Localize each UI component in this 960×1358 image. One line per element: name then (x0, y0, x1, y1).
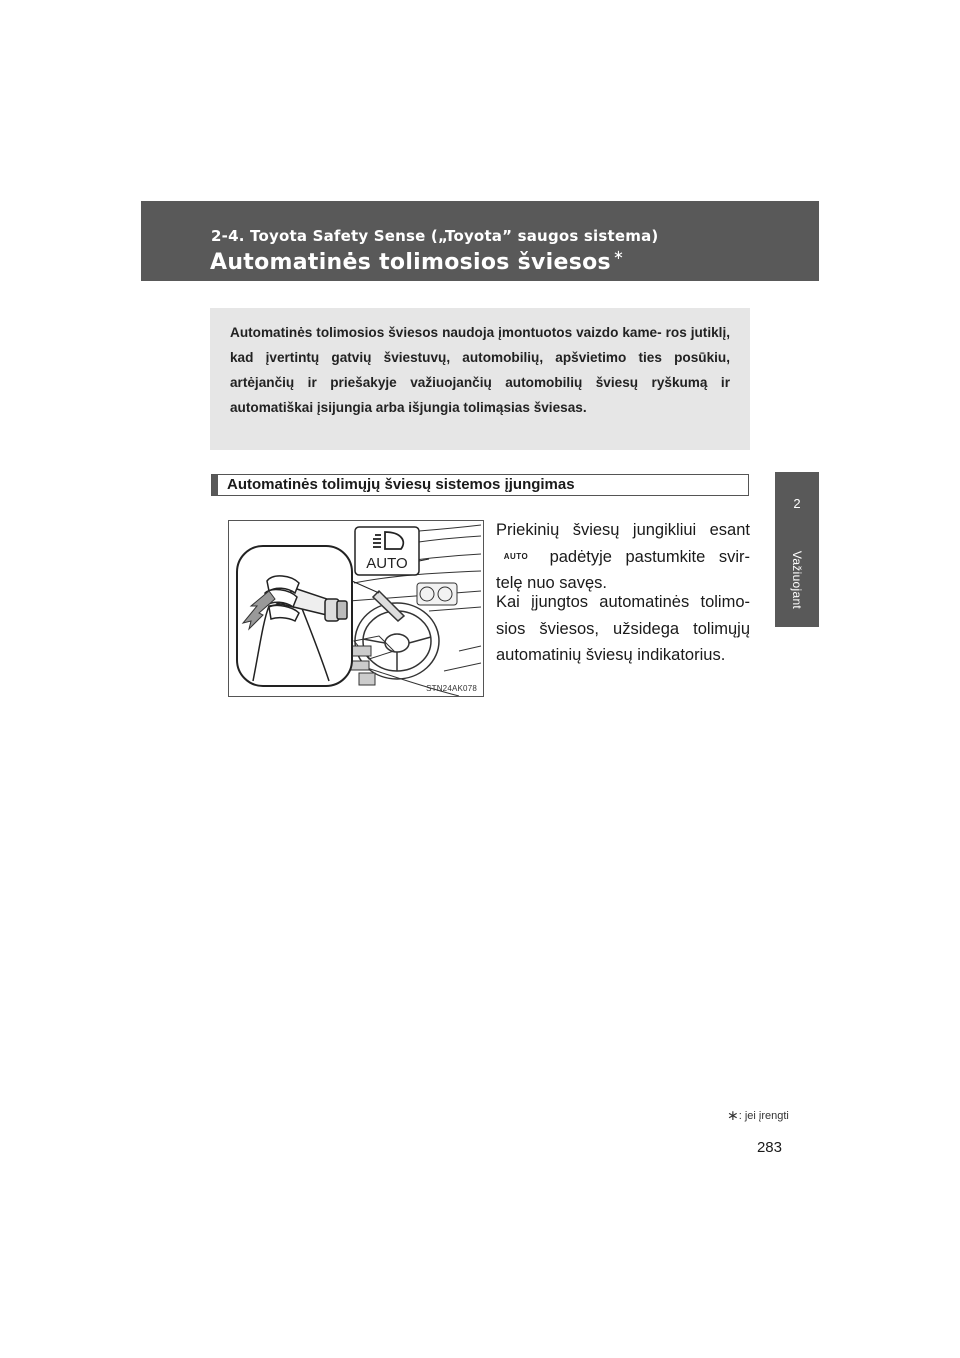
section-subtitle: 2-4. Toyota Safety Sense („Toyota” saugos sistema) (211, 227, 659, 245)
auto-position-icon: AUTO (503, 551, 529, 561)
footnote-text: : jei įrengti (738, 1110, 789, 1122)
chapter-side-tab (775, 472, 819, 627)
auto-label: AUTO (366, 555, 408, 572)
illustration (228, 520, 484, 697)
chapter-header (141, 201, 819, 281)
instruction-paragraph-1 (496, 517, 750, 597)
section-heading-text: Automatinės tolimųjų šviesų sistemos įjungimas (227, 476, 575, 493)
optional-equipment-mark: ∗ (612, 248, 625, 263)
intro-text: Automatinės tolimosios šviesos naudoja įmontuotos vaizdo kame- ros jutiklį, kad įvertintų gatvių šviestuvų, automobilių, apšvietimo ties posūkiu, artėjančių ir priešakyje važiuojančių automobilių šviesų ryškumą ir automatiškai įsijungia arba išjungia tolimąsias šviesas. (230, 325, 730, 415)
instruction-p1-end: padėtyje pastumkite svir- telę nuo savęs. (496, 547, 750, 592)
chapter-number: 2 (793, 496, 801, 511)
section-heading-bar (212, 475, 218, 495)
footnote-mark: ∗ (727, 1107, 739, 1123)
intro-box (210, 308, 750, 450)
page-title (210, 248, 624, 275)
page-title-text: Automatinės tolimosios šviesos (210, 250, 611, 275)
page-number: 283 (756, 1139, 782, 1156)
chapter-name: Važiuojant (790, 550, 804, 610)
section-heading (211, 474, 749, 496)
headlight-lever-illustration (229, 521, 483, 696)
instruction-paragraph-2: Kai įjungtos automatinės tolimo- sios šviesos, užsidega tolimųjų automatinių šviesų indikatorius. (496, 593, 750, 664)
instruction-p1-start: Priekinių šviesų jungikliui esant (496, 521, 750, 539)
image-code: STN24AK078 (426, 684, 477, 693)
footnote (727, 1107, 789, 1124)
